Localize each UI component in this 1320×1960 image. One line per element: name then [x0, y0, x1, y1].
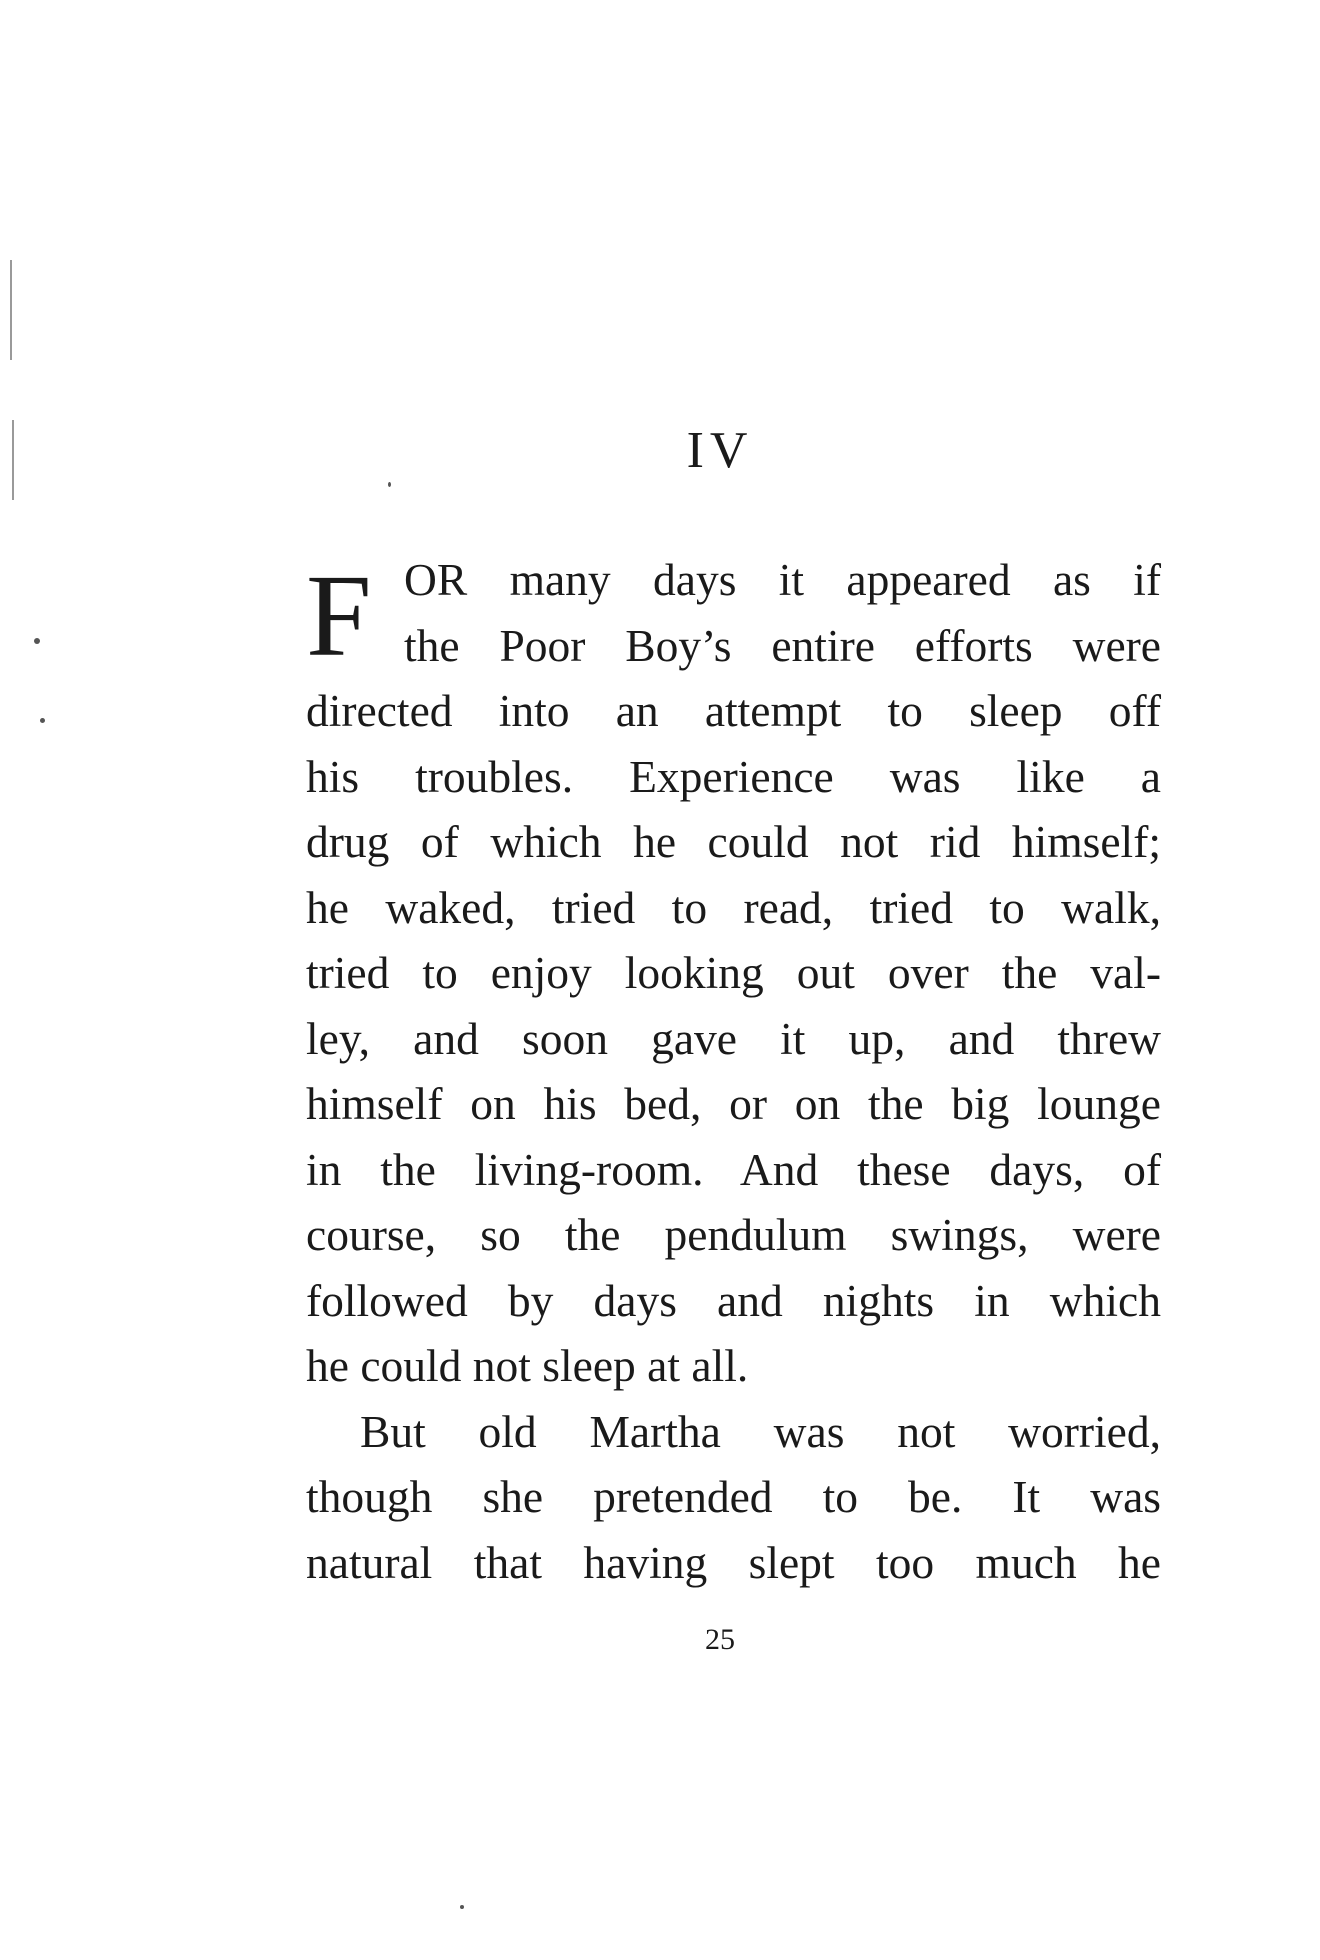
text-line: directed into an attempt to sleep off [306, 685, 1161, 736]
text-line: OR many days it appeared as if [404, 554, 1161, 605]
text-line: natural that having slept too much he [306, 1536, 1161, 1588]
drop-cap: F [306, 550, 372, 681]
scan-speck [460, 1905, 464, 1909]
text-line: he could not sleep at all. [306, 1340, 749, 1391]
text-line: in the living-room. And these days, of [306, 1143, 1161, 1195]
text-line: he waked, tried to read, tried to walk, [306, 881, 1161, 933]
scan-edge-mark [10, 260, 12, 360]
text-line: But old Martha was not worried, [360, 1405, 1161, 1457]
text-line: ley, and soon gave it up, and threw [306, 1012, 1161, 1064]
text-line: the Poor Boy’s entire efforts were [404, 619, 1161, 671]
text-line: himself on his bed, or on the big lounge [306, 1078, 1161, 1129]
chapter-heading: IV [686, 422, 754, 479]
text-line: course, so the pendulum swings, were [306, 1209, 1161, 1260]
scan-speck [40, 718, 45, 723]
text-line: followed by days and nights in which [306, 1274, 1161, 1326]
scan-speck [388, 482, 391, 487]
scan-speck [34, 638, 40, 644]
text-line: drug of which he could not rid himself; [306, 816, 1161, 867]
text-line: his troubles. Experience was like a [306, 750, 1161, 802]
text-line: though she pretended to be. It was [306, 1471, 1161, 1522]
page-number: 25 [705, 1623, 735, 1656]
text-line: tried to enjoy looking out over the val- [306, 947, 1161, 998]
body-text [306, 547, 1161, 1595]
